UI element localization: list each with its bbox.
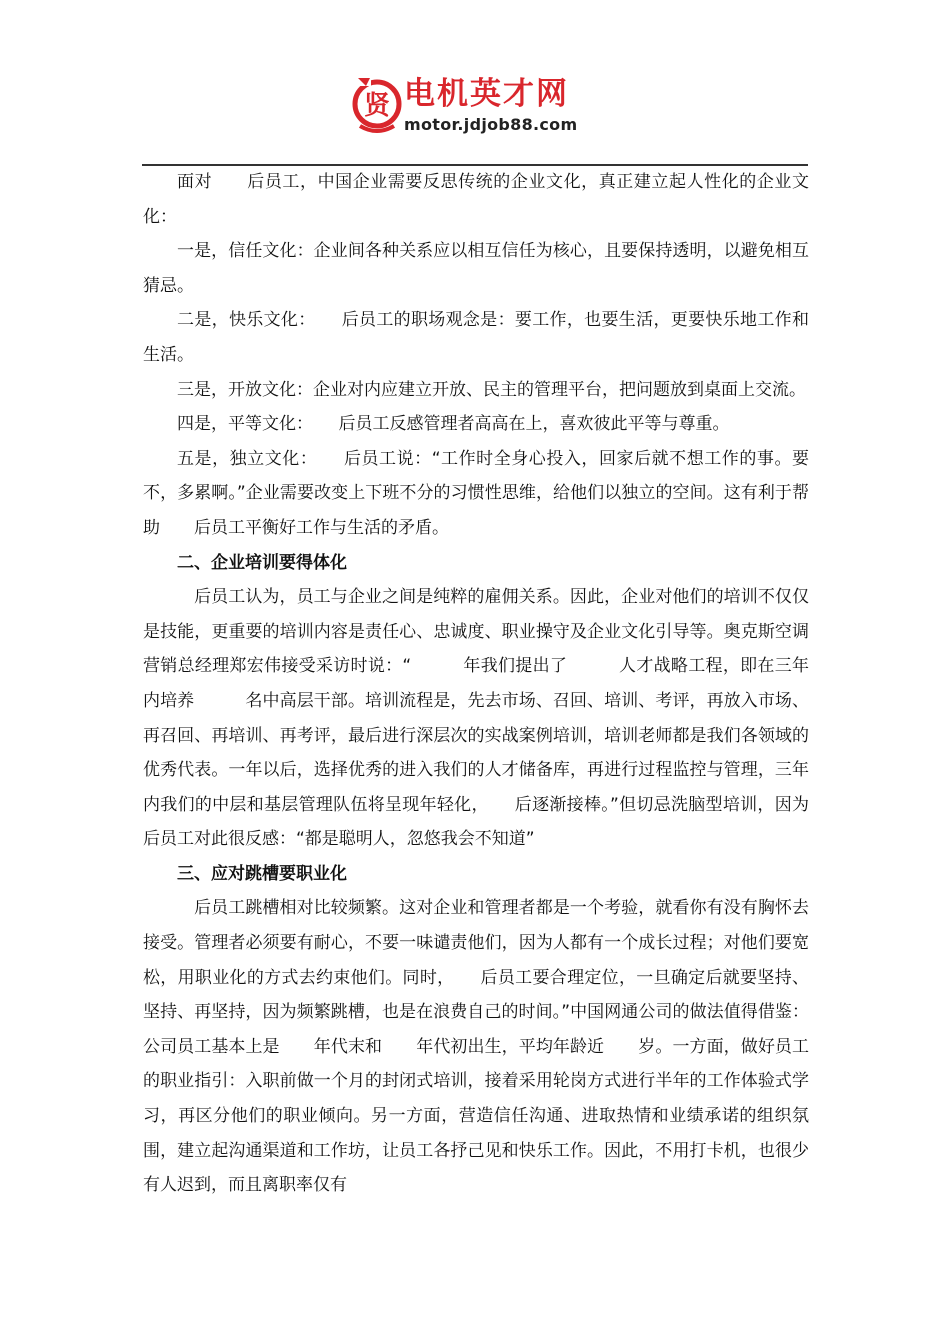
logo-url: motor.jdjob88.com bbox=[404, 115, 578, 134]
document-body bbox=[143, 165, 843, 1203]
paragraph: 一是，信任文化：企业间各种关系应以相互信任为核心，且要保持透明，以避免相互猜忌。 bbox=[143, 241, 809, 296]
logo-title: 电机英才网 bbox=[404, 76, 569, 112]
logo-icon bbox=[352, 74, 402, 136]
section-heading: 三、应对跳槽要职业化 bbox=[177, 863, 347, 884]
paragraph: 面对 后员工，中国企业需要反思传统的企业文化，真正建立起人性化的企业文化： bbox=[143, 172, 809, 227]
paragraph: 三是，开放文化：企业对内应建立开放、民主的管理平台，把问题放到桌面上交流。 bbox=[177, 379, 806, 400]
section-heading: 二、企业培训要得体化 bbox=[177, 552, 347, 573]
page-header bbox=[0, 0, 950, 165]
paragraph: 后员工认为，员工与企业之间是纯粹的雇佣关系。因此，企业对他们的培训不仅仅是技能，更重要的培训内容是责任心、忠诚度、职业操守及企业文化引导等。奥克斯空调营销总经理郑宏伟接受采访时说：“ 年我们提出了 人才战略工程，即在三年内培养 名中高层干部。培训流程是，先去市场、召回、培训、考评，再放入市场、再召回、再培训、再考评，最后进行深层次的实战案例培训，培训老师都是我们各领域的优秀代表。一年以后，选择优秀的进入我们的人才储备库，再进行过程监控与管理，三年内我们的中层和基层管理队伍将呈现年轻化， 后逐渐接棒。”但切忌洗脑型培训，因为 后员工对此很反感：“都是聪明人，忽悠我会不知道” bbox=[143, 587, 843, 850]
paragraph: 后员工跳槽相对比较频繁。这对企业和管理者都是一个考验，就看你有没有胸怀去接受。管理者必须要有耐心，不要一味谴责他们，因为人都有一个成长过程；对他们要宽松，用职业化的方式去约束他们。同时， 后员工要合理定位，一旦确定后就要坚持、坚持、再坚持，因为频繁跳槽，也是在浪费自己的时间。”中国网通公司的做法值得借鉴：公司员工基本上是 年代末和 年代初出生，平均年龄近 岁。一方面，做好员工的职业指引：入职前做一个月的封闭式培训，接着采用轮岗方式进行半年的工作体验式学习，再区分他们的职业倾向。另一方面，营造信任沟通、进取热情和业绩承诺的组织氛围，建立起沟通渠道和工作坊，让员工各抒己见和快乐工作。因此，不用打卡机，也很少有人迟到，而且离职率仅有 bbox=[143, 898, 809, 1196]
svg-text:贤: 贤 bbox=[363, 91, 391, 121]
paragraph: 五是，独立文化： 后员工说：“工作时全身心投入，回家后就不想工作的事。要不，多累啊。”企业需要改变上下班不分的习惯性思维，给他们以独立的空间。这有利于帮助 后员工平衡好工作与生活的矛盾。 bbox=[143, 448, 809, 538]
paragraph: 二是，快乐文化： 后员工的职场观念是：要工作，也要生活，更要快乐地工作和生活。 bbox=[143, 310, 809, 365]
paragraph: 四是，平等文化： 后员工反感管理者高高在上，喜欢彼此平等与尊重。 bbox=[177, 414, 730, 435]
